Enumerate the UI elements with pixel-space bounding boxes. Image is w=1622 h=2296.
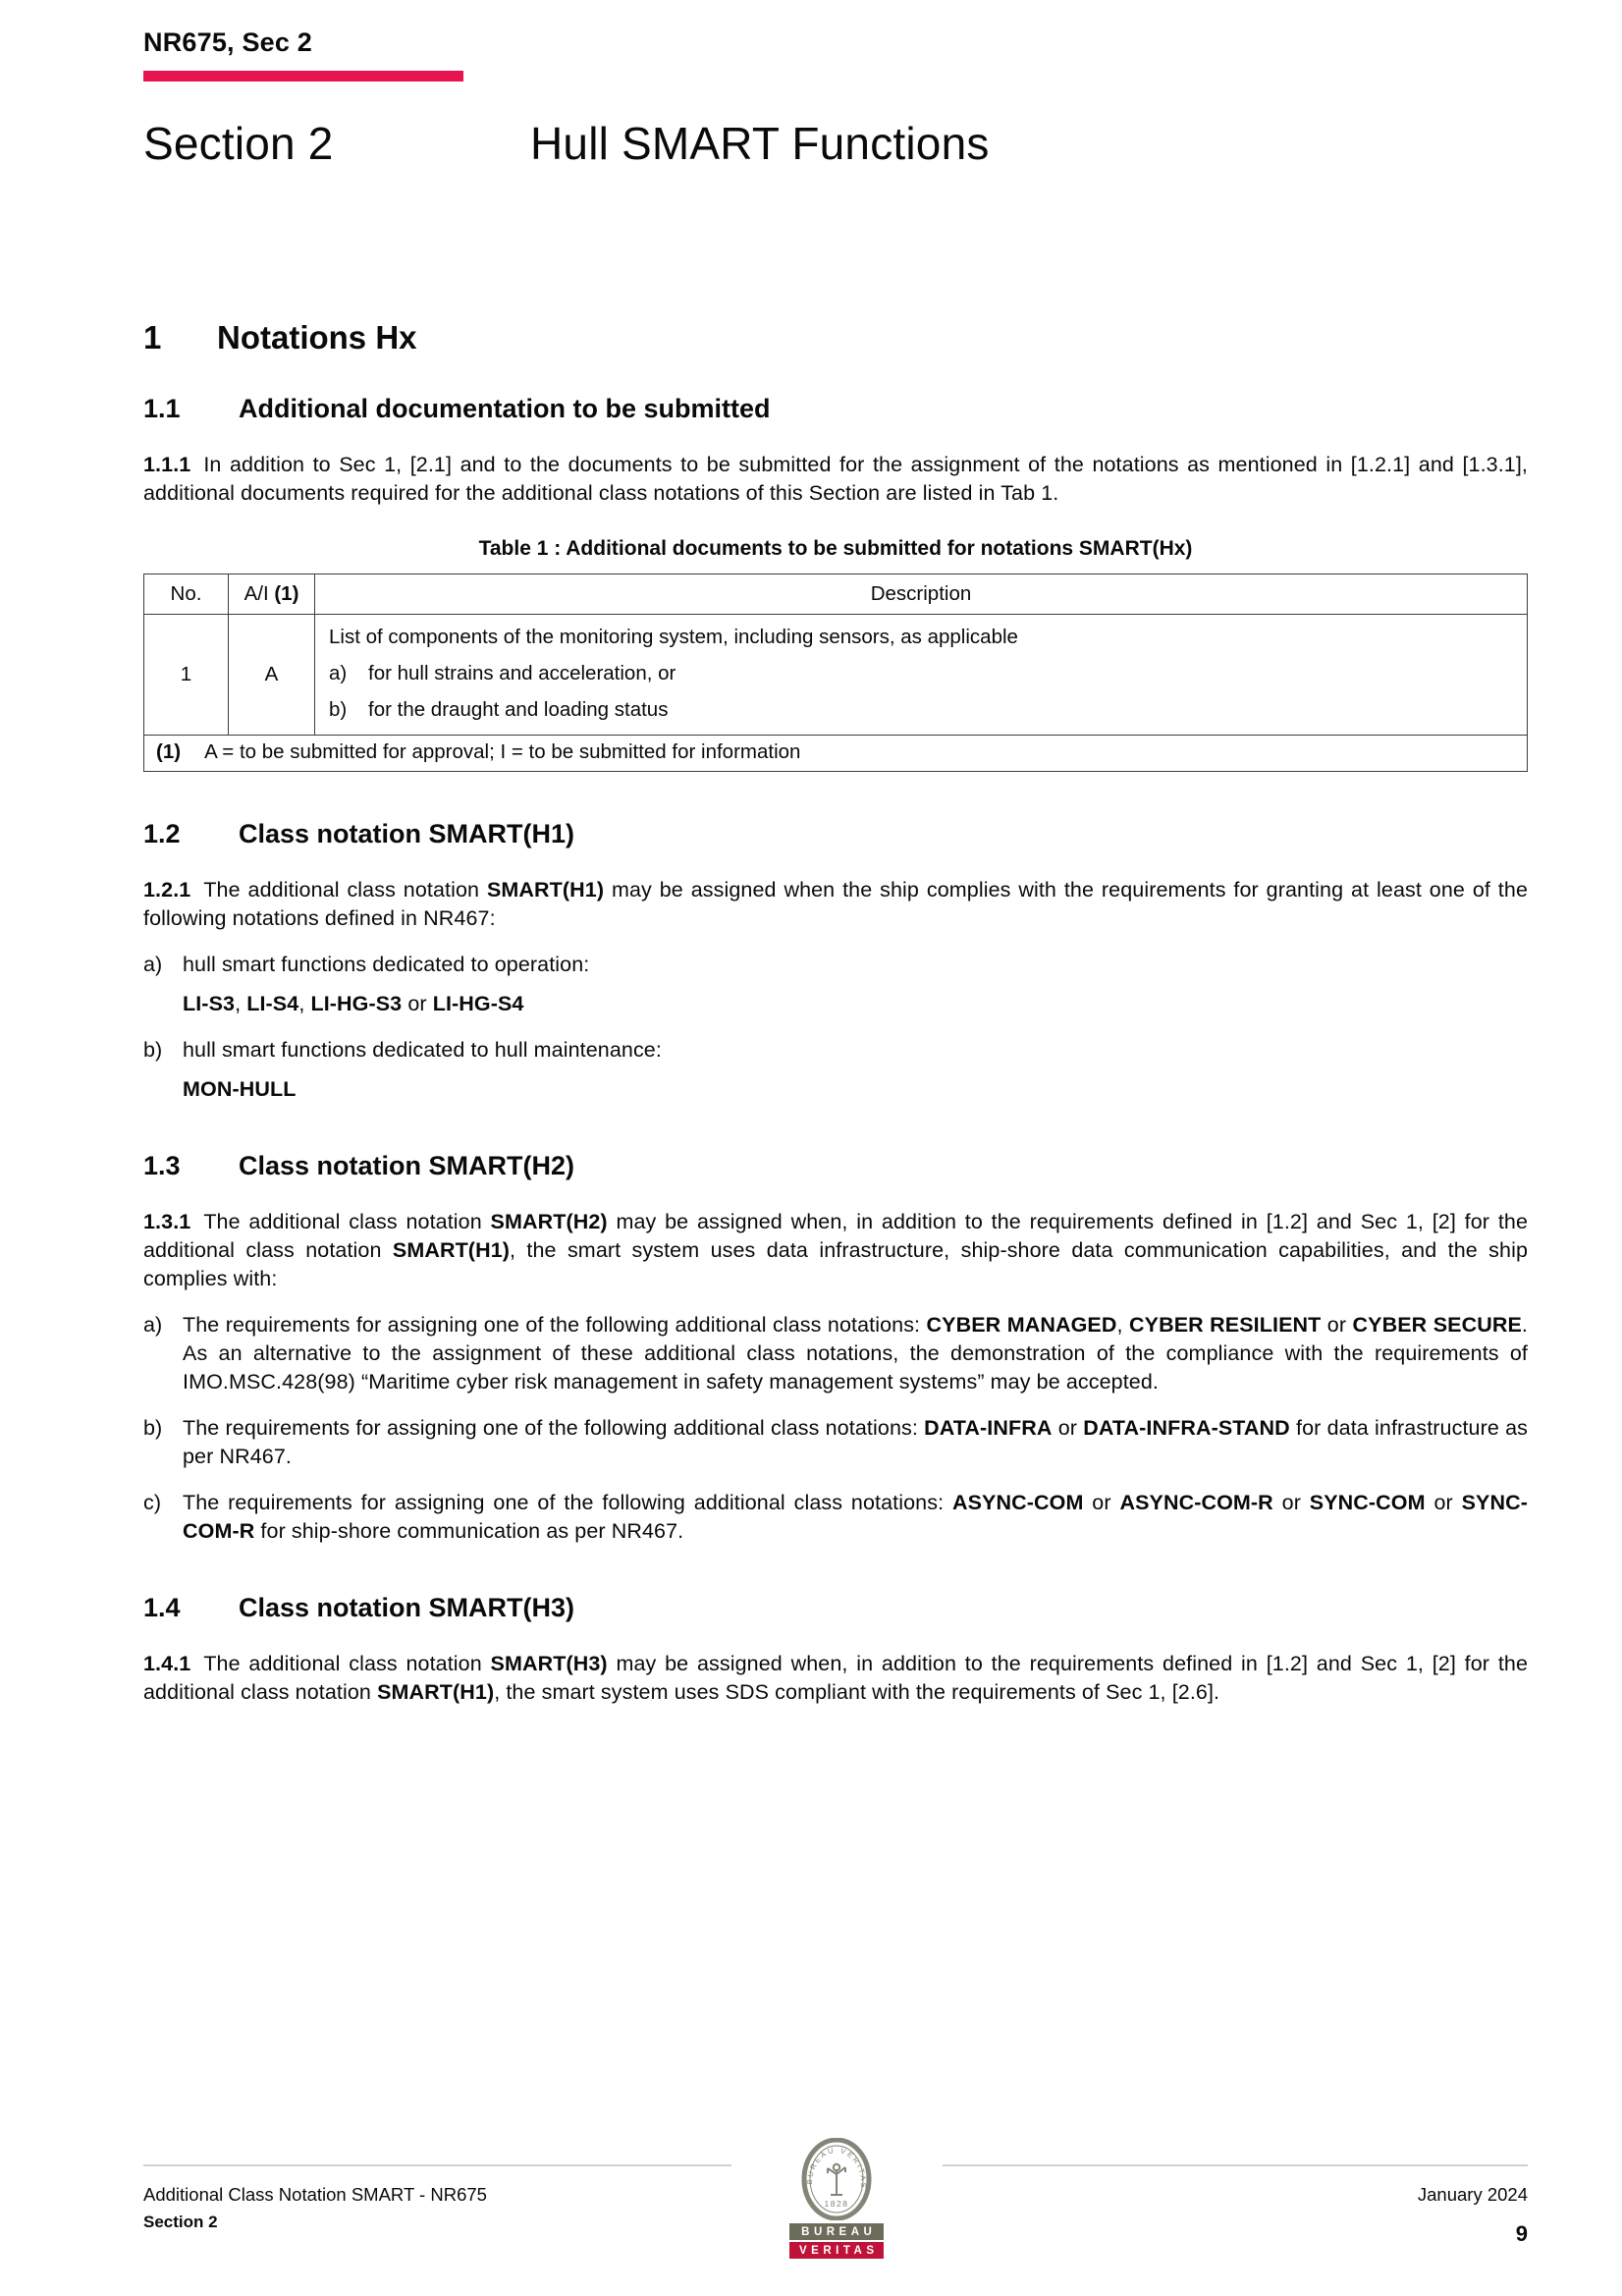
list-item-a [143,1311,1528,1396]
list-item-a-notations: LI-S3, LI-S4, LI-HG-S3 or LI-HG-S4 [183,992,524,1015]
list-item-label: c) [143,1491,162,1514]
heading-1-4 [143,1593,1528,1623]
list-item-b-notations: MON-HULL [183,1077,297,1101]
table-1-header-description: Description [315,574,1528,615]
item-text: for hull strains and acceleration, or [368,662,676,684]
emblem-year: 1828 [824,2199,849,2209]
table-1-footnote-row [144,736,1528,772]
paragraph-1-3-1 [143,1208,1528,1293]
item-text: for the draught and loading status [368,698,669,721]
heading-1-1 [143,394,1528,424]
list-item-c [143,1489,1528,1546]
paragraph-text: The additional class notation SMART(H3) may be assigned when, in addition to the requirements defined in [1.2] and Sec 1, [2] for the additional class notation SMART(H1), the smart system uses SDS compliant with the requirements of Sec 1, [2.6]. [143,1652,1529,1704]
list-item-text: The requirements for assigning one of the following additional class notations: CYBER MANAGED, CYBER RESILIENT or CYBER SECURE. As an alternative to the assignment of these additional class notations, the demonstration of the compliance with the requirements of IMO.MSC.428(98) “Maritime cyber risk management in safety management systems” may be accepted. [183,1313,1528,1394]
list-item-text: The requirements for assigning one of the following additional class notations: DATA-INFRA or DATA-INFRA-STAND for data infrastructure as per NR467. [183,1416,1528,1468]
section-label: Section 2 [143,118,334,169]
footer-left [143,2184,487,2232]
paragraph-number: 1.3.1 [143,1210,191,1233]
list-item-text: hull smart functions dedicated to hull maintenance: [183,1038,662,1062]
table-1-header-no: No. [144,574,229,615]
heading-1-2 [143,819,1528,849]
footnote-text: A = to be submitted for approval; I = to be submitted for information [204,740,801,763]
section-title-row [143,117,1528,170]
footer-section: Section 2 [143,2213,218,2231]
heading-1-3-text: Class notation SMART(H2) [239,1151,575,1180]
paragraph-text: The additional class notation SMART(H1) may be assigned when the ship complies with the requirements for granting at least one of the following notations defined in NR467: [143,878,1528,930]
table-cell-no: 1 [144,615,229,736]
page-number: 9 [1515,2221,1528,2246]
page-footer [143,2145,1528,2274]
footer-divider-left [143,2164,731,2166]
list-item-text: hull smart functions dedicated to operation: [183,953,590,976]
table-row [144,615,1528,736]
running-header-doc-ref: NR675, Sec 2 [143,27,313,57]
item-label: a) [329,662,348,684]
heading-1-4-number: 1.4 [143,1593,181,1622]
list-item-b [143,1036,1528,1065]
emblem-arc-text: BUREAU VERITAS [804,2145,869,2191]
heading-1-4-text: Class notation SMART(H3) [239,1593,575,1622]
accent-bar [143,71,463,82]
paragraph-1-1-1 [143,451,1528,508]
heading-1-1-number: 1.1 [143,394,181,423]
paragraph-number: 1.4.1 [143,1652,191,1675]
description-item-b [329,697,1513,723]
paragraph-1-4-1 [143,1650,1528,1707]
list-item-label: a) [143,1313,163,1337]
bureau-veritas-emblem-icon [801,2138,872,2220]
footnote-marker: (1) [156,740,182,763]
description-item-a [329,661,1513,686]
list-item-label: b) [143,1416,163,1440]
heading-1-3-number: 1.3 [143,1151,181,1180]
heading-1-number: 1 [143,319,162,355]
footer-doc-title: Additional Class Notation SMART - NR675 [143,2184,487,2205]
list-item-label: b) [143,1038,163,1062]
table-1-caption: Table 1 : Additional documents to be submitted for notations SMART(Hx) [478,537,1193,560]
heading-1-2-number: 1.2 [143,819,181,848]
item-label: b) [329,698,348,721]
bureau-veritas-logo [789,2138,884,2259]
paragraph-text: In addition to Sec 1, [2.1] and to the documents to be submitted for the assignment of the notations as mentioned in [1.2.1] and [1.3.1], additional documents required for the additional class notations of this Section are listed in Tab 1. [143,453,1528,505]
description-intro: List of components of the monitoring system, including sensors, as applicable [329,626,1018,648]
page-title: Hull SMART Functions [530,118,990,169]
footer-date: January 2024 [1417,2184,1528,2205]
list-item-a [143,951,1528,979]
logo-bands [789,2223,884,2259]
table-cell-ai: A [229,615,315,736]
heading-1-text: Notations Hx [217,319,417,355]
table-1 [143,574,1528,772]
list-item-label: a) [143,953,163,976]
table-1-header-ai: A/I (1) [229,574,315,615]
table-cell-description [315,615,1528,736]
logo-band-bureau: BUREAU [789,2223,884,2240]
heading-1-2-text: Class notation SMART(H1) [239,819,575,848]
list-item-b [143,1414,1528,1471]
table-1-header-row [144,574,1528,615]
paragraph-number: 1.2.1 [143,878,191,902]
paragraph-number: 1.1.1 [143,453,191,476]
emblem-figure-icon [828,2164,845,2195]
list-item-text: The requirements for assigning one of the following additional class notations: ASYNC-COM or ASYNC-COM-R or SYNC-COM or SYNC-COM-R for ship-shore communication as per NR467. [183,1491,1529,1543]
footer-right [1418,2184,1528,2247]
logo-band-veritas: VERITAS [789,2242,884,2259]
heading-1 [143,319,1528,356]
paragraph-1-2-1 [143,876,1528,933]
footer-divider-right [943,2164,1528,2166]
heading-1-1-text: Additional documentation to be submitted [239,394,771,423]
table-1-footnote [144,736,1528,772]
heading-1-3 [143,1151,1528,1181]
paragraph-text: The additional class notation SMART(H2) may be assigned when, in addition to the requirements defined in [1.2] and Sec 1, [2] for the additional class notation SMART(H1), the smart system uses data infrastructure, ship-shore data communication capabilities, and the ship complies with: [143,1210,1529,1290]
